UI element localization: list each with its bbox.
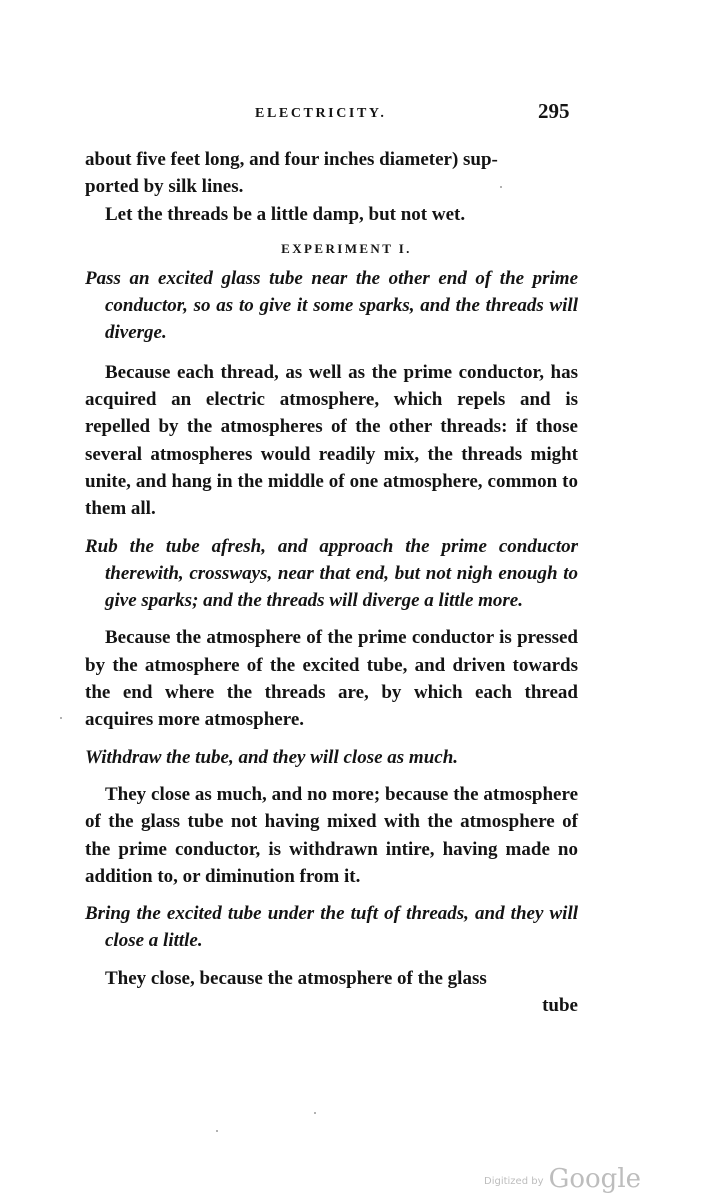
experiment-instruction: Rub the tube afresh, and approach the prime conductor therewith, crossways, near that end, but not nigh enough to give sparks; and the threads will diverge a little more. xyxy=(85,535,578,612)
experiment-explanation: Because each thread, as well as the prime conductor, has acquired an electric atmosphere, which repels and is repelled by the atmospheres of the other threads: if those several atmospheres would readily mix, the threads might unite, and hang in the middle of one atmosphere, common to them all. xyxy=(85,361,578,520)
text-line: ported by silk lines. xyxy=(85,176,244,198)
watermark-prefix: Digitized by xyxy=(484,1176,544,1187)
scan-speck xyxy=(60,717,62,719)
paragraph: Let the threads be a little damp, but not wet. xyxy=(105,203,466,225)
page-body xyxy=(85,146,578,1019)
scan-speck xyxy=(500,186,502,188)
digitized-watermark xyxy=(484,1164,641,1194)
text-line: about five feet long, and four inches diameter) sup- xyxy=(85,149,498,170)
page-number: 295 xyxy=(538,99,570,123)
experiment-instruction: Pass an excited glass tube near the other end of the prime conductor, so as to give it some sparks, and the threads will diverge. xyxy=(85,267,578,344)
scan-speck xyxy=(216,1130,218,1132)
catchword: tube xyxy=(542,995,578,1017)
experiment-instruction: Bring the excited tube under the tuft of threads, and they will close a little. xyxy=(85,903,578,952)
experiment-explanation: Because the atmosphere of the prime conductor is pressed by the atmosphere of the excited tube, and driven towards the end where the threads are, by which each thread acquires more atmosphere. xyxy=(85,627,578,731)
experiment-explanation: They close, because the atmosphere of the glass xyxy=(105,967,487,989)
paragraph-continuation xyxy=(85,146,578,201)
running-title: ELECTRICITY. xyxy=(255,106,387,121)
scan-speck xyxy=(314,1112,316,1114)
experiment-heading: EXPERIMENT I. xyxy=(281,240,412,256)
watermark-brand: Google xyxy=(548,1164,642,1194)
experiment-instruction: Withdraw the tube, and they will close as much. xyxy=(85,746,459,768)
experiment-explanation: They close as much, and no more; because the atmosphere of the glass tube not having mixed with the atmosphere of the prime conductor, is withdrawn intire, having made no addition to, or diminution from it. xyxy=(85,783,578,887)
